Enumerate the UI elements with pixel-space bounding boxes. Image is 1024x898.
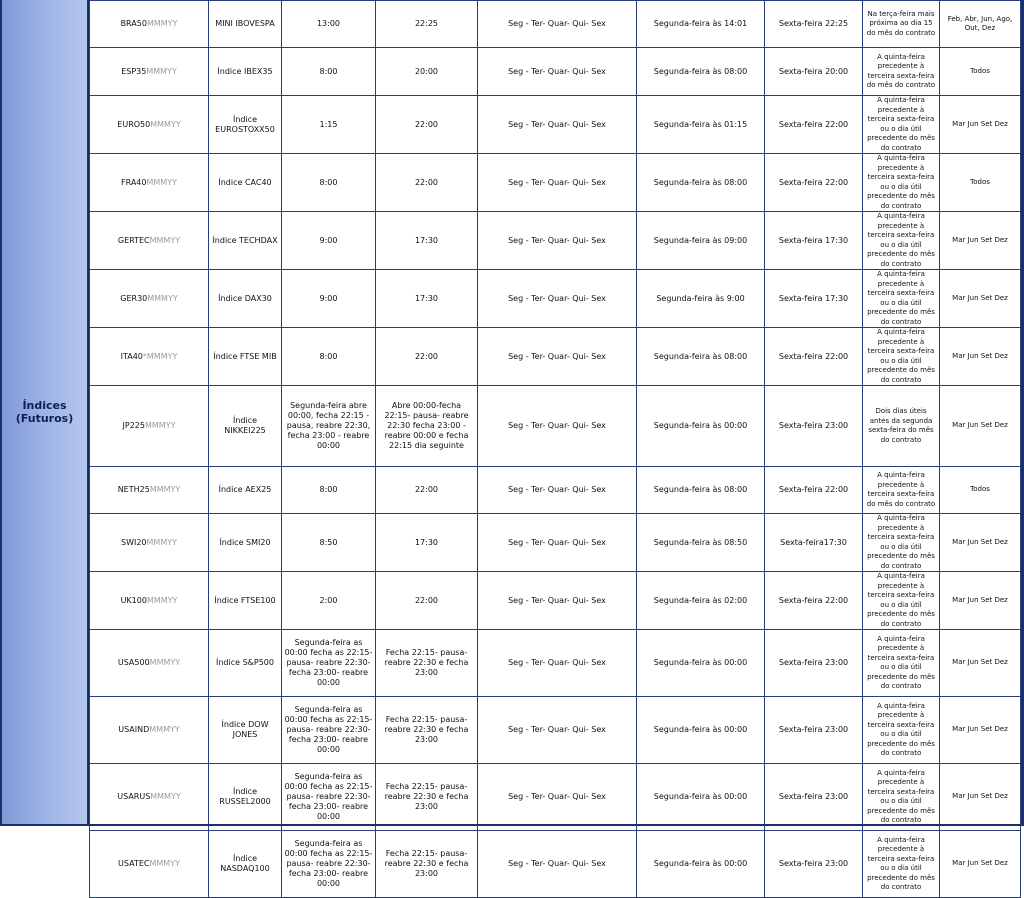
table-row [90,764,1021,831]
months-cell: Todos [940,467,1021,514]
days-cell: Seg - Ter- Quar- Qui- Sex [478,764,637,831]
days-cell: Seg - Ter- Quar- Qui- Sex [478,630,637,697]
table-row [90,386,1021,467]
symbol-code: ESP35 [121,66,147,76]
expiry-cell: Dois dias úteis antes da segunda sexta-feira do mês do contrato [863,386,940,467]
months-cell: Todos [940,48,1021,96]
expiry-cell: A quinta-feira precedente à terceira sexta-feira ou o dia útil precedente do mês do contrato [863,572,940,630]
week-close-cell: Sexta-feira 23:00 [765,697,863,764]
open-cell: 8:00 [282,328,376,386]
open-cell: 8:00 [282,154,376,212]
symbol-code: ITA40 [120,351,143,361]
symbol-cell [90,328,209,386]
days-cell: Seg - Ter- Quar- Qui- Sex [478,48,637,96]
symbol-cell [90,48,209,96]
table-row [90,1,1021,48]
close-cell: 22:00 [376,328,478,386]
week-open-cell: Segunda-feira às 09:00 [637,212,765,270]
table-body [90,1,1021,898]
symbol-suffix: MMMYY [147,293,178,303]
week-close-cell: Sexta-feira 23:00 [765,764,863,831]
week-close-cell: Sexta-feira17:30 [765,514,863,572]
symbol-suffix: MMMYY [150,119,181,129]
symbol-cell [90,630,209,697]
close-cell: Abre 00:00-fecha 22:15- pausa- reabre 22:30 fecha 23:00 - reabre 00:00 e fecha 22:15 dia seguinte [376,386,478,467]
table-row [90,697,1021,764]
months-cell: Mar Jun Set Dez [940,328,1021,386]
symbol-code: GER30 [120,293,148,303]
symbol-cell [90,514,209,572]
expiry-cell: A quinta-feira precedente à terceira sexta-feira do mês do contrato [863,467,940,514]
table-row [90,270,1021,328]
close-cell: Fecha 22:15- pausa- reabre 22:30 e fecha 23:00 [376,697,478,764]
open-cell: 8:00 [282,467,376,514]
symbol-cell [90,1,209,48]
week-open-cell: Segunda-feira às 08:50 [637,514,765,572]
close-cell: Fecha 22:15- pausa- reabre 22:30 e fecha 23:00 [376,630,478,697]
symbol-suffix: MMMYY [146,66,177,76]
months-cell: Mar Jun Set Dez [940,212,1021,270]
index-cell: Índice NIKKEI225 [209,386,282,467]
table-row [90,96,1021,154]
expiry-cell: A quinta-feira precedente à terceira sexta-feira ou o dia útil precedente do mês do contrato [863,328,940,386]
index-cell: Índice IBEX35 [209,48,282,96]
symbol-code: SWI20 [120,537,147,547]
symbol-code: FRA40 [121,177,147,187]
symbol-code: NETH25 [117,485,150,494]
symbol-suffix: MMMYY [149,658,181,667]
symbol-code: USATEC [118,859,150,868]
table-row [90,831,1021,898]
months-cell: Mar Jun Set Dez [940,697,1021,764]
week-open-cell: Segunda-feira às 14:01 [637,1,765,48]
category-cell [2,0,87,824]
week-close-cell: Sexta-feira 22:25 [765,1,863,48]
months-cell: Feb, Abr, Jun, Ago, Out, Dez [940,1,1021,48]
index-cell: Índice FTSE100 [209,572,282,630]
open-cell: Segunda-feira as 00:00 fecha as 22:15- pausa- reabre 22:30- fecha 23:00- reabre 00:00 [282,697,376,764]
months-cell: Todos [940,154,1021,212]
index-cell: Índice DAX30 [209,270,282,328]
close-cell: 17:30 [376,514,478,572]
week-open-cell: Segunda-feira às 08:00 [637,48,765,96]
index-cell: Índice SMI20 [209,514,282,572]
index-cell: Índice CAC40 [209,154,282,212]
close-cell: 22:00 [376,154,478,212]
symbol-suffix: MMMYY [146,595,178,605]
days-cell: Seg - Ter- Quar- Qui- Sex [478,270,637,328]
symbol-code: EURO50 [117,119,151,129]
week-open-cell: Segunda-feira às 00:00 [637,764,765,831]
symbol-code: JP225 [122,421,145,430]
open-cell: 1:15 [282,96,376,154]
months-cell: Mar Jun Set Dez [940,764,1021,831]
index-cell: Índice S&P500 [209,630,282,697]
week-open-cell: Segunda-feira às 00:00 [637,831,765,898]
week-close-cell: Sexta-feira 23:00 [765,630,863,697]
symbol-code: BRA50 [120,19,147,28]
close-cell: 17:30 [376,212,478,270]
week-close-cell: Sexta-feira 23:00 [765,831,863,898]
symbol-cell [90,572,209,630]
days-cell: Seg - Ter- Quar- Qui- Sex [478,328,637,386]
table-row [90,212,1021,270]
week-open-cell: Segunda-feira às 08:00 [637,154,765,212]
days-cell: Seg - Ter- Quar- Qui- Sex [478,96,637,154]
week-close-cell: Sexta-feira 22:00 [765,154,863,212]
days-cell: Seg - Ter- Quar- Qui- Sex [478,154,637,212]
days-cell: Seg - Ter- Quar- Qui- Sex [478,572,637,630]
expiry-cell: A quinta-feira precedente à terceira sexta-feira ou o dia útil precedente do mês do contrato [863,764,940,831]
table-row [90,630,1021,697]
week-open-cell: Segunda-feira às 08:00 [637,328,765,386]
week-open-cell: Segunda-feira às 08:00 [637,467,765,514]
days-cell: Seg - Ter- Quar- Qui- Sex [478,831,637,898]
symbol-suffix: MMMYY [146,177,177,187]
symbol-cell [90,96,209,154]
months-cell: Mar Jun Set Dez [940,386,1021,467]
expiry-cell: A quinta-feira precedente à terceira sexta-feira ou o dia útil precedente do mês do contrato [863,514,940,572]
week-open-cell: Segunda-feira às 9:00 [637,270,765,328]
expiry-cell: A quinta-feira precedente à terceira sexta-feira ou o dia útil precedente do mês do contrato [863,212,940,270]
months-cell: Mar Jun Set Dez [940,96,1021,154]
category-label: Índices (Futuros) [15,399,74,425]
days-cell: Seg - Ter- Quar- Qui- Sex [478,386,637,467]
expiry-cell: A quinta-feira precedente à terceira sexta-feira ou o dia útil precedente do mês do contrato [863,697,940,764]
index-cell: Índice NASDAQ100 [209,831,282,898]
open-cell: 9:00 [282,270,376,328]
week-open-cell: Segunda-feira às 00:00 [637,386,765,467]
symbol-suffix: MMMYY [149,235,181,245]
week-close-cell: Sexta-feira 23:00 [765,386,863,467]
table-row [90,48,1021,96]
close-cell: 22:25 [376,1,478,48]
index-cell: MINI IBOVESPA [209,1,282,48]
table-row [90,154,1021,212]
week-close-cell: Sexta-feira 17:30 [765,270,863,328]
index-cell: Índice DOW JONES [209,697,282,764]
symbol-suffix: MMMYY [146,19,178,28]
symbol-code: GERTEC [117,235,150,245]
week-close-cell: Sexta-feira 17:30 [765,212,863,270]
open-cell: Segunda-feira as 00:00 fecha as 22:15- pausa- reabre 22:30- fecha 23:00- reabre 00:00 [282,630,376,697]
expiry-cell: A quinta-feira precedente à terceira sexta-feira do mês do contrato [863,48,940,96]
symbol-cell [90,764,209,831]
table-row [90,467,1021,514]
days-cell: Seg - Ter- Quar- Qui- Sex [478,467,637,514]
index-cell: Índice RUSSEL2000 [209,764,282,831]
close-cell: Fecha 22:15- pausa- reabre 22:30 e fecha 23:00 [376,831,478,898]
symbol-cell [90,212,209,270]
symbol-code: UK100 [120,595,147,605]
days-cell: Seg - Ter- Quar- Qui- Sex [478,212,637,270]
close-cell: 20:00 [376,48,478,96]
symbol-cell [90,154,209,212]
expiry-cell: A quinta-feira precedente à terceira sexta-feira ou o dia útil precedente do mês do contrato [863,154,940,212]
week-close-cell: Sexta-feira 22:00 [765,328,863,386]
months-cell: Mar Jun Set Dez [940,514,1021,572]
table-row [90,514,1021,572]
open-cell: Segunda-feira as 00:00 fecha as 22:15- pausa- reabre 22:30- fecha 23:00- reabre 00:00 [282,831,376,898]
days-cell: Seg - Ter- Quar- Qui- Sex [478,1,637,48]
symbol-code: USAIND [118,725,150,734]
months-cell: Mar Jun Set Dez [940,831,1021,898]
symbol-suffix: MMMYY [144,421,176,430]
symbol-suffix: MMMYY [146,537,177,547]
days-cell: Seg - Ter- Quar- Qui- Sex [478,697,637,764]
symbol-suffix: MMMYY [150,792,181,801]
open-cell: 8:00 [282,48,376,96]
symbol-suffix: MMMYY [149,725,180,734]
symbol-suffix: MMMYY [149,485,181,494]
open-cell: Segunda-feira as 00:00 fecha as 22:15- pausa- reabre 22:30- fecha 23:00- reabre 00:00 [282,764,376,831]
symbol-cell [90,386,209,467]
symbol-cell [90,831,209,898]
week-open-cell: Segunda-feira às 02:00 [637,572,765,630]
symbol-cell [90,697,209,764]
week-close-cell: Sexta-feira 22:00 [765,96,863,154]
months-cell: Mar Jun Set Dez [940,572,1021,630]
futures-table [89,0,1021,898]
week-open-cell: Segunda-feira às 01:15 [637,96,765,154]
index-cell: Índice AEX25 [209,467,282,514]
symbol-code: USA500 [117,658,150,667]
days-cell: Seg - Ter- Quar- Qui- Sex [478,514,637,572]
index-cell: Índice FTSE MIB [209,328,282,386]
symbol-suffix: MMMYY [149,859,180,868]
symbol-suffix: *MMMYY [142,351,178,361]
close-cell: Fecha 22:15- pausa- reabre 22:30 e fecha 23:00 [376,764,478,831]
months-cell: Mar Jun Set Dez [940,630,1021,697]
open-cell: 8:50 [282,514,376,572]
symbol-cell [90,270,209,328]
open-cell: 2:00 [282,572,376,630]
index-cell: Índice EUROSTOXX50 [209,96,282,154]
open-cell: 9:00 [282,212,376,270]
week-close-cell: Sexta-feira 22:00 [765,467,863,514]
table-row [90,328,1021,386]
expiry-cell: Na terça-feira mais próxima ao dia 15 do mês do contrato [863,1,940,48]
open-cell: 13:00 [282,1,376,48]
expiry-cell: A quinta-feira precedente à terceira sexta-feira ou o dia útil precedente do mês do contrato [863,630,940,697]
expiry-cell: A quinta-feira precedente à terceira sexta-feira ou o dia útil precedente do mês do contrato [863,831,940,898]
close-cell: 22:00 [376,467,478,514]
week-open-cell: Segunda-feira às 00:00 [637,697,765,764]
symbol-code: USARUS [117,792,151,801]
index-cell: Índice TECHDAX [209,212,282,270]
expiry-cell: A quinta-feira precedente à terceira sexta-feira ou o dia útil precedente do mês do contrato [863,270,940,328]
open-cell: Segunda-feira abre 00:00, fecha 22:15 - pausa, reabre 22:30, fecha 23:00 - reabre 00:00 [282,386,376,467]
close-cell: 22:00 [376,96,478,154]
week-open-cell: Segunda-feira às 00:00 [637,630,765,697]
week-close-cell: Sexta-feira 20:00 [765,48,863,96]
close-cell: 17:30 [376,270,478,328]
table-row [90,572,1021,630]
expiry-cell: A quinta-feira precedente à terceira sexta-feira ou o dia útil precedente do mês do contrato [863,96,940,154]
months-cell: Mar Jun Set Dez [940,270,1021,328]
close-cell: 22:00 [376,572,478,630]
symbol-cell [90,467,209,514]
week-close-cell: Sexta-feira 22:00 [765,572,863,630]
